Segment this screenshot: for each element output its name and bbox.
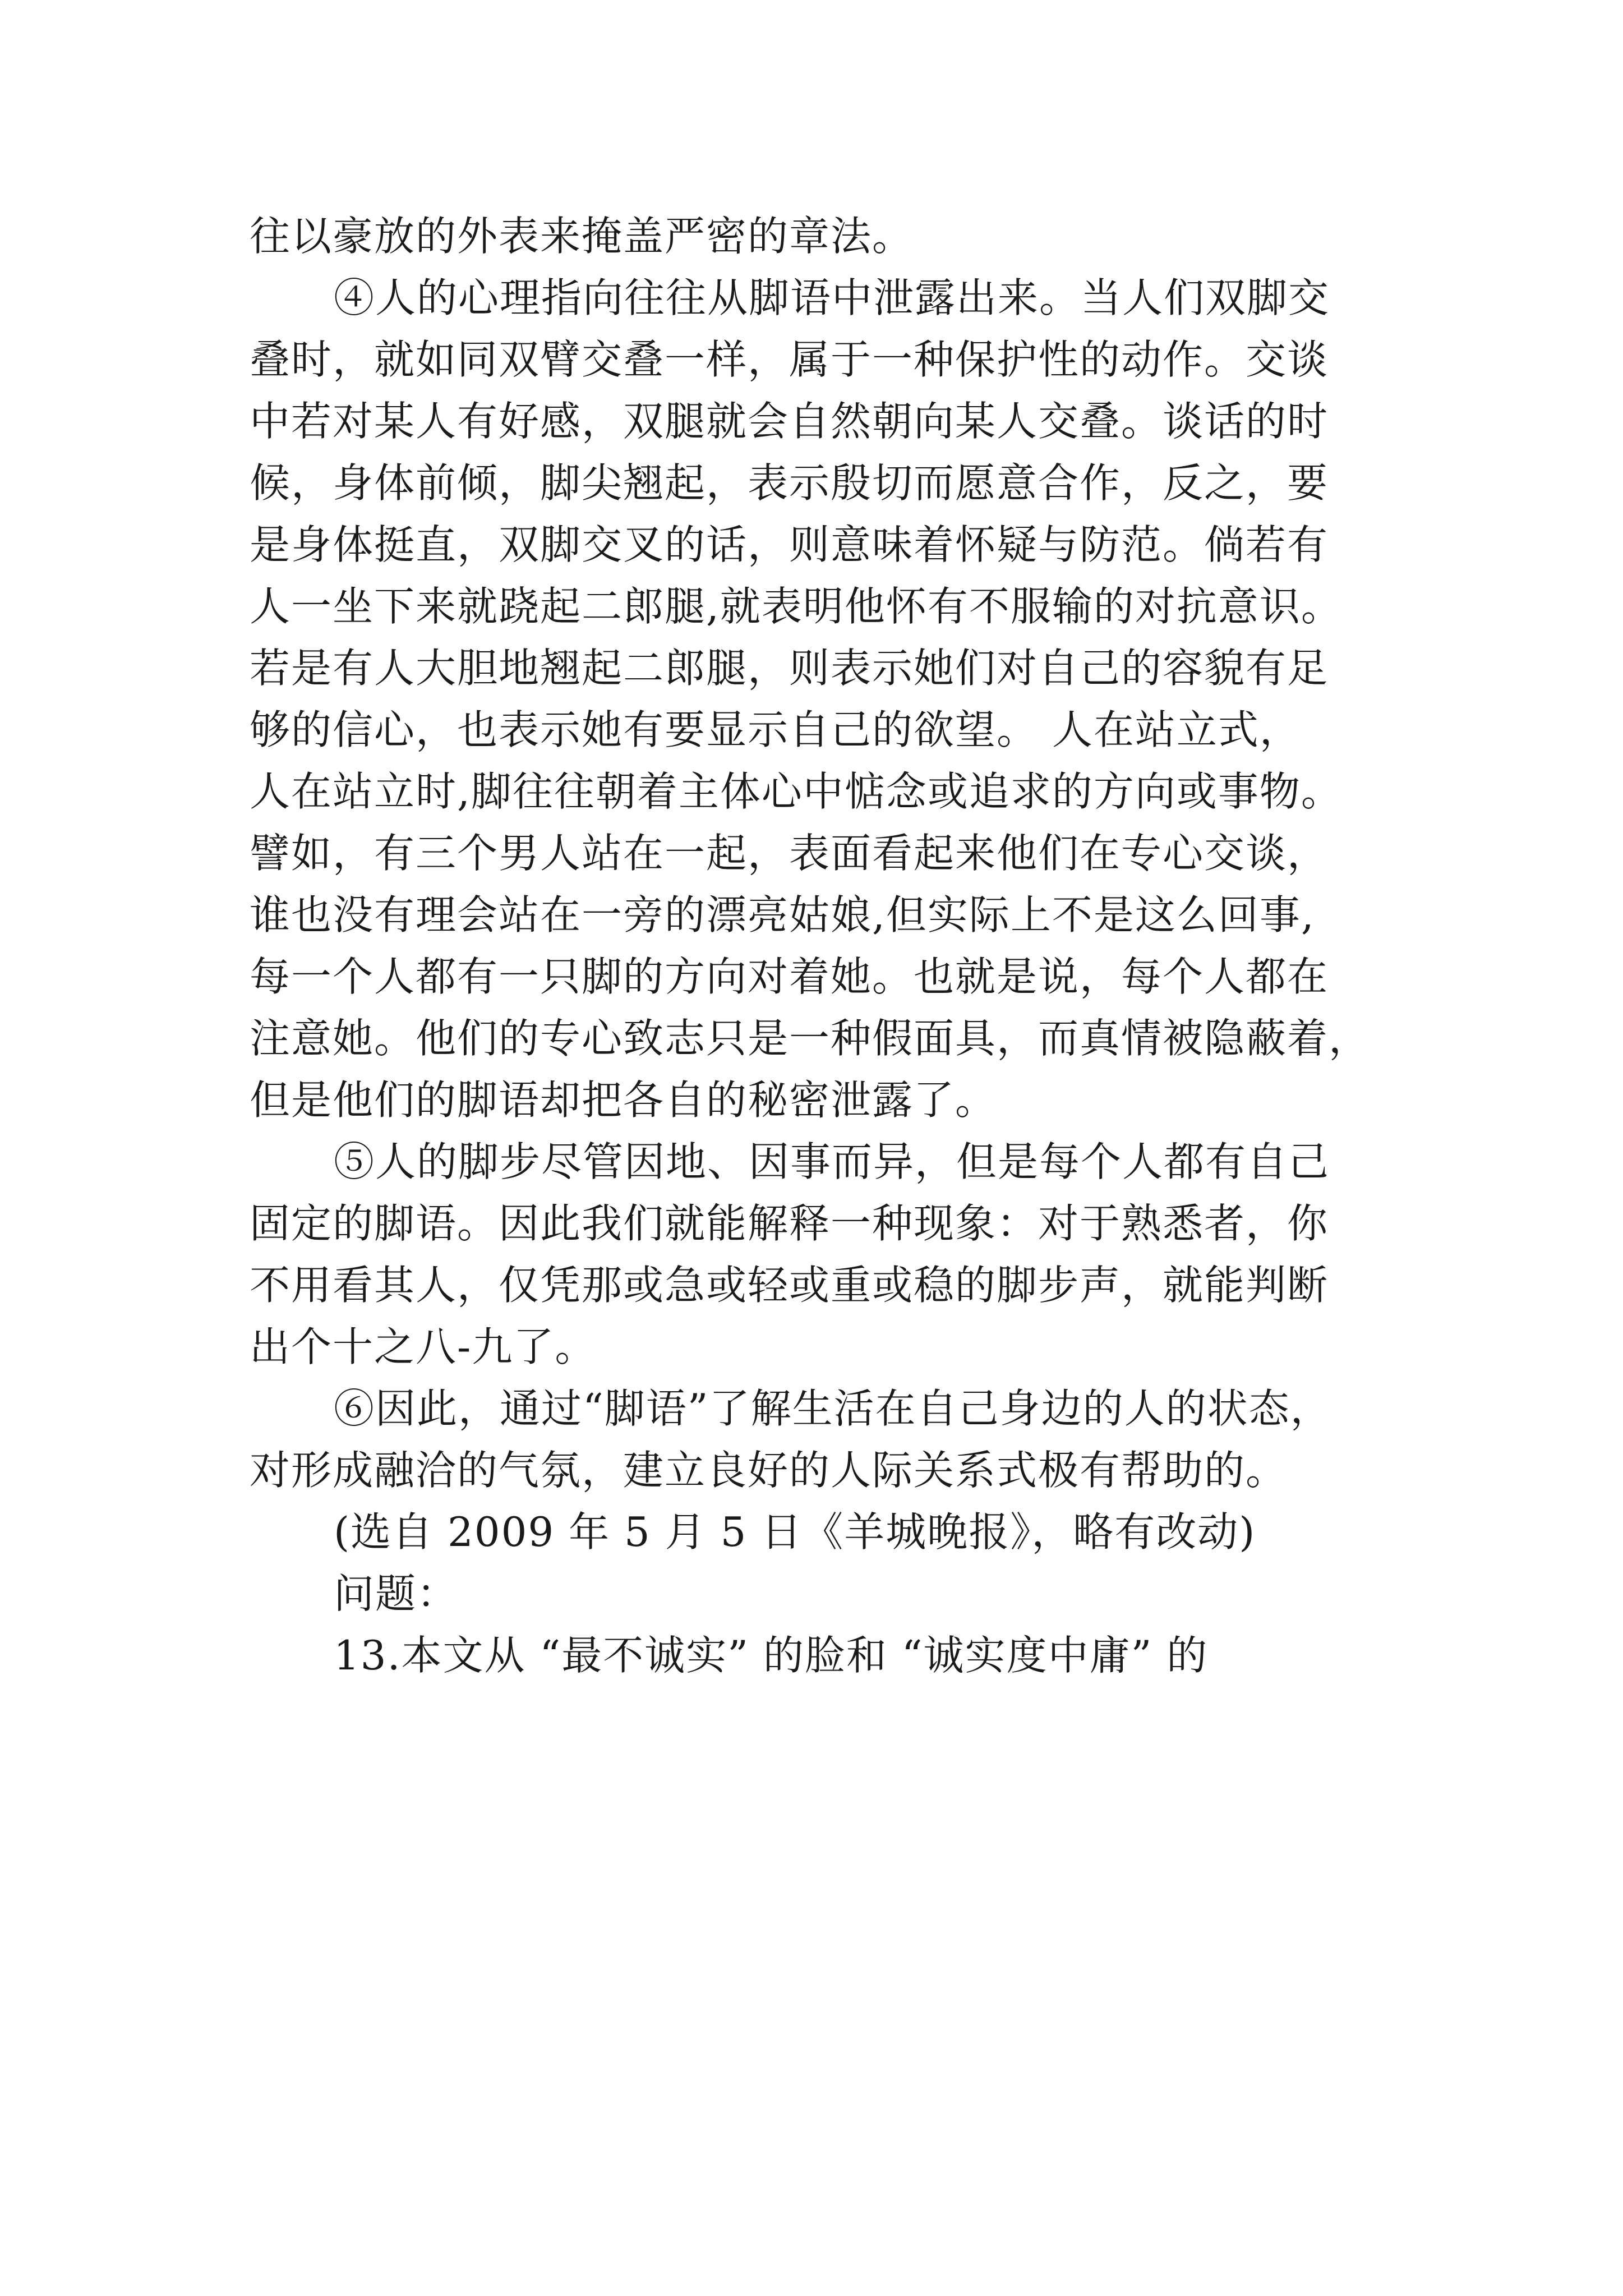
paragraph-line: 不用看其人，仅凭那或急或轻或重或稳的脚步声，就能判断 (250, 1262, 1329, 1309)
paragraph-line: 够的信心，也表示她有要显示自己的欲望。 人在站立式， (250, 706, 1301, 753)
paragraph-line: 出个十之八-九了。 (250, 1323, 597, 1370)
paragraph-line: 谁也没有理会站在一旁的漂亮姑娘,但实际上不是这么回事, (250, 891, 1315, 938)
paragraph-line: 人一坐下来就跷起二郎腿,就表明他怀有不服输的对抗意识。 (250, 583, 1343, 630)
paragraph-line: 若是有人大胆地翘起二郎腿，则表示她们对自己的容貌有足 (250, 645, 1329, 692)
paragraph-line: ④人的心理指向往往从脚语中泄露出来。当人们双脚交 (334, 274, 1330, 321)
paragraph-line: 候，身体前倾，脚尖翘起，表示殷切而愿意合作，反之，要 (250, 459, 1329, 507)
paragraph-line: 譬如，有三个男人站在一起，表面看起来他们在专心交谈， (250, 830, 1329, 877)
paragraph-line: ⑥因此，通过“脚语”了解生活在自己身边的人的状态， (334, 1385, 1332, 1432)
paragraph-line: 但是他们的脚语却把各自的秘密泄露了。 (250, 1076, 997, 1124)
paragraph-line: ⑤人的脚步尽管因地、因事而异，但是每个人都有自己 (334, 1138, 1330, 1185)
paragraph-line: 对形成融洽的气氛，建立良好的人际关系式极有帮助的。 (250, 1447, 1288, 1494)
paragraph-line: 人在站立时,脚往往朝着主体心中惦念或追求的方向或事物。 (250, 768, 1343, 815)
paragraph-line: 是身体挺直，双脚交叉的话，则意味着怀疑与防范。倘若有 (250, 521, 1329, 568)
paragraph-line: 往以豪放的外表来掩盖严密的章法。 (250, 213, 914, 260)
paragraph-line: 每一个人都有一只脚的方向对着她。也就是说，每个人都在 (250, 953, 1329, 1000)
article-text (250, 205, 1377, 1686)
paragraph-line: 固定的脚语。因此我们就能解释一种现象：对于熟悉者，你 (250, 1200, 1329, 1247)
questions-heading: 问题： (334, 1570, 459, 1617)
question-13: 13.本文从 “最不诚实” 的脸和 “诚实度中庸” 的 (334, 1632, 1209, 1679)
source-citation: (选自 2009 年 5 月 5 日《羊城晚报》，略有改动) (334, 1508, 1256, 1556)
paragraph-line: 注意她。他们的专心致志只是一种假面具，而真情被隐蔽着， (250, 1015, 1371, 1062)
paragraph-line: 中若对某人有好感，双腿就会自然朝向某人交叠。谈话的时 (250, 398, 1329, 445)
paragraph-line: 叠时，就如同双臂交叠一样，属于一种保护性的动作。交谈 (250, 336, 1329, 383)
